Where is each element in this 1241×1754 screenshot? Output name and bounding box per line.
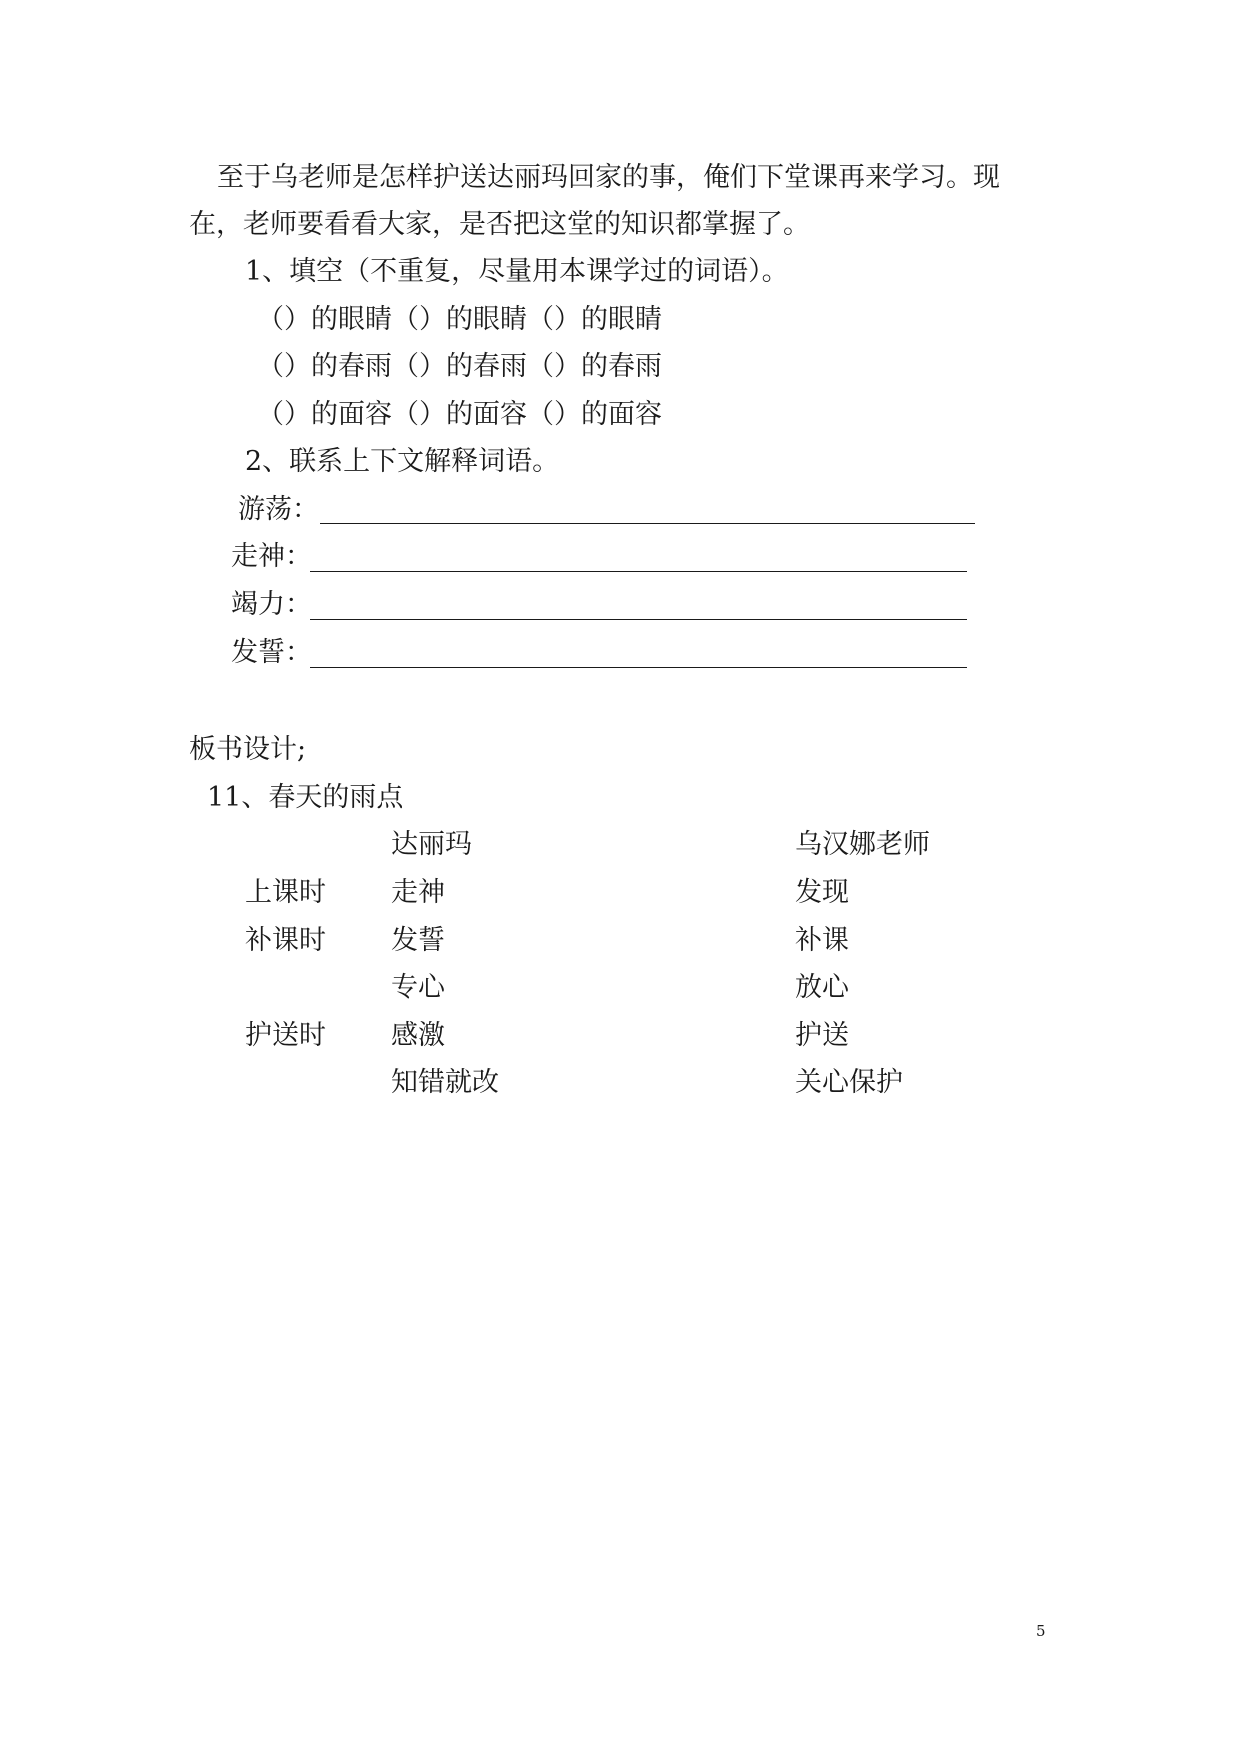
exercise-2-heading: 2、联系上下文解释词语。 xyxy=(245,446,560,477)
board-phase: 上课时 xyxy=(245,877,326,908)
word-label-jieli: 竭力： xyxy=(231,589,312,620)
board-student-word: 感激 xyxy=(391,1020,445,1051)
lesson-title: 11、春天的雨点 xyxy=(207,782,404,813)
fill-row-spring-rain: （）的春雨（）的春雨（）的春雨 xyxy=(257,351,662,382)
intro-line-2: 在，老师要看看大家，是否把这堂的知识都掌握了。 xyxy=(189,209,810,240)
board-teacher-word: 补课 xyxy=(795,925,849,956)
answer-line-youdang[interactable] xyxy=(320,523,975,524)
board-phase: 补课时 xyxy=(245,925,326,956)
board-teacher-word: 关心保护 xyxy=(795,1067,903,1098)
board-teacher-word: 发现 xyxy=(795,877,849,908)
page-number: 5 xyxy=(1036,1622,1046,1640)
answer-line-fashi[interactable] xyxy=(310,667,967,668)
board-phase: 护送时 xyxy=(245,1020,326,1051)
intro-line-1: 至于乌老师是怎样护送达丽玛回家的事，俺们下堂课再来学习。现 xyxy=(217,162,1000,193)
board-student-word: 知错就改 xyxy=(391,1067,499,1098)
board-student-word: 走神 xyxy=(391,877,445,908)
word-label-youdang: 游荡： xyxy=(238,494,319,525)
board-teacher-word: 护送 xyxy=(795,1020,849,1051)
fill-row-face: （）的面容（）的面容（）的面容 xyxy=(257,399,662,430)
word-label-zoushen: 走神： xyxy=(231,541,312,572)
board-student-word: 专心 xyxy=(391,972,445,1003)
answer-line-zoushen[interactable] xyxy=(310,571,967,572)
word-label-fashi: 发誓： xyxy=(231,637,312,668)
answer-line-jieli[interactable] xyxy=(310,619,967,620)
board-teacher-word: 放心 xyxy=(795,972,849,1003)
board-title: 板书设计; xyxy=(189,734,307,765)
exercise-1-heading: 1、填空（不重复，尽量用本课学过的词语）。 xyxy=(245,256,789,287)
student-column-header: 达丽玛 xyxy=(391,829,472,860)
board-student-word: 发誓 xyxy=(391,925,445,956)
teacher-column-header: 乌汉娜老师 xyxy=(795,829,930,860)
fill-row-eyes: （）的眼睛（）的眼睛（）的眼睛 xyxy=(257,304,662,335)
